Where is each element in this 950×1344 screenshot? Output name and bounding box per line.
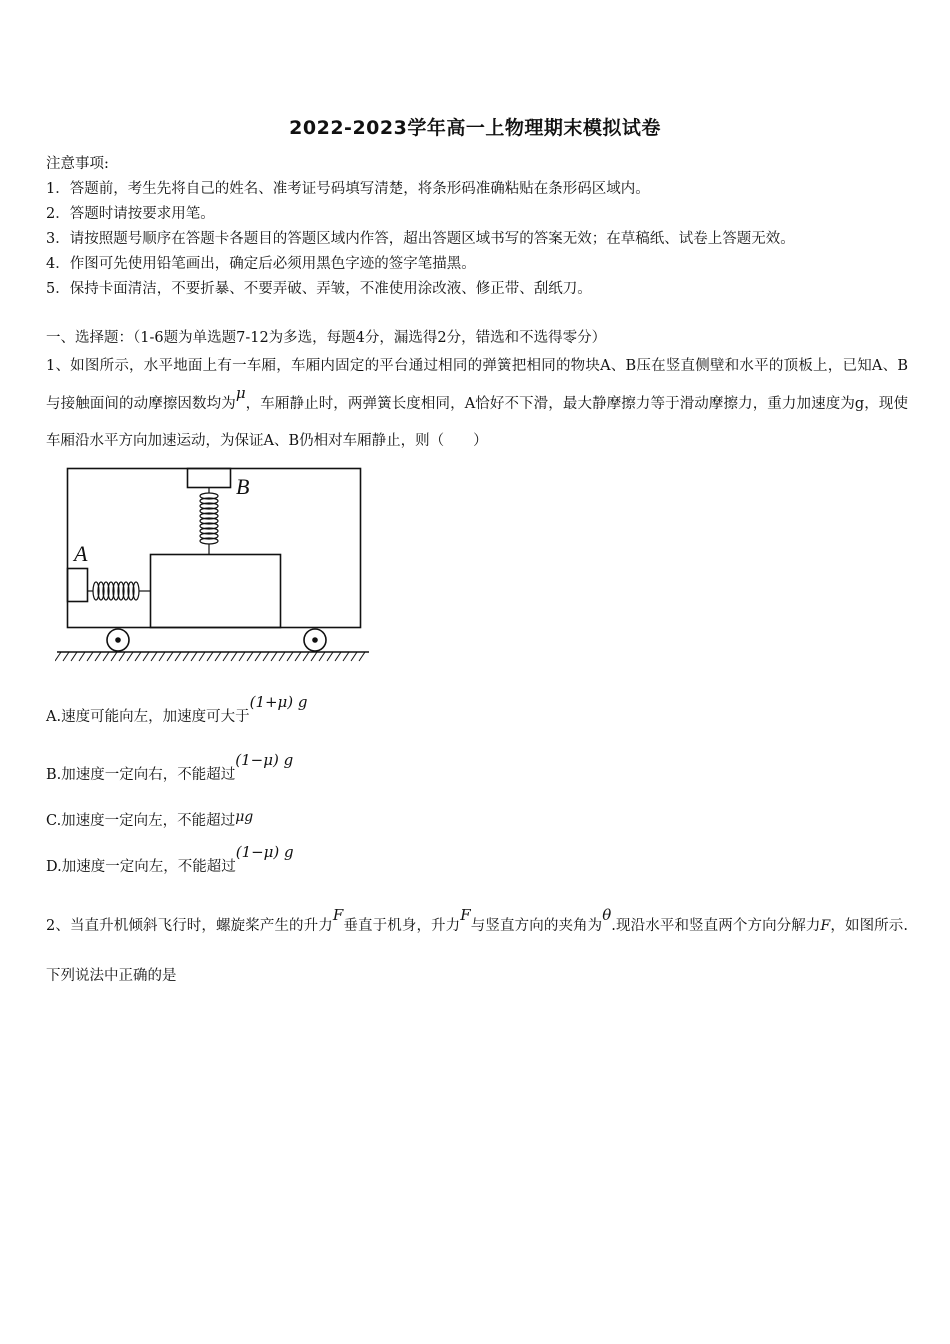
ground (55, 652, 369, 661)
block-a (68, 569, 88, 602)
option-d-math: (1−μ) g (235, 843, 294, 861)
theta-symbol: θ (602, 906, 612, 924)
notice-heading: 注意事项: (46, 156, 109, 172)
carriage-body (68, 469, 361, 628)
option-b[interactable] (46, 751, 294, 784)
option-a-math: (1+μ) g (249, 693, 308, 711)
question-2-text-part2: 垂直于机身，升力 (343, 918, 461, 934)
question-2-text-part5: ，如图所示.下列说法中正确的是 (46, 918, 909, 984)
notice-item-2: 2．答题时请按要求用笔。 (46, 206, 215, 222)
label-a: A (74, 541, 88, 566)
force-f-symbol-3: F (820, 918, 831, 934)
question-2-text-part4: .现沿水平和竖直两个方向分解力 (611, 918, 821, 934)
option-c-text: C.加速度一定向左，不能超过 (46, 813, 236, 829)
spring-horizontal (88, 582, 150, 600)
option-d-text: D.加速度一定向左，不能超过 (46, 859, 236, 875)
notice-item-1: 1．答题前，考生先将自己的姓名、准考证号码填写清楚，将条形码准确粘贴在条形码区域内。 (46, 181, 650, 197)
mu-symbol: μ (235, 384, 246, 402)
notice-item-5: 5．保持卡面清洁，不要折暴、不要弄破、弄皱，不准使用涂改液、修正带、刮纸刀。 (46, 281, 592, 297)
option-a-text: A.速度可能向左，加速度可大于 (46, 709, 250, 725)
carriage-figure (55, 460, 375, 670)
option-a[interactable] (46, 693, 308, 726)
notice-item-3: 3．请按照题号顺序在答题卡各题目的答题区域内作答，超出答题区域书写的答案无效；在草稿纸、试卷上答题无效。 (46, 231, 795, 247)
label-b: B (236, 474, 250, 499)
wheel-left (107, 629, 129, 651)
force-f-symbol-2: F (460, 906, 471, 924)
page-title: 2022-2023学年高一上物理期末模拟试卷 (289, 117, 661, 139)
option-c-math: μg (235, 809, 254, 825)
spring-vertical (200, 488, 218, 555)
question-2-text-part3: 与竖直方向的夹角为 (470, 918, 603, 934)
question-2-text-part1: 2、当直升机倾斜飞行时，螺旋桨产生的升力 (46, 918, 333, 934)
question-1-text-part1: 1、如图所示，水平地面上有一车厢，车厢内固定的平台通过相同的弹簧把相同的物块A、B压在竖直侧壁和水平的顶板上，已知A、B与接触面间的动摩擦因数均为 (46, 358, 908, 412)
question-1-text-part2: ，车厢静止时，两弹簧长度相同，A恰好不下滑，最大静摩擦力等于滑动摩擦力，重力加速度为g，现使车厢沿水平方向加速运动，为保证A、B仍相对车厢静止，则（ ） (46, 396, 909, 449)
question-1-stem (46, 348, 908, 460)
force-f-symbol-1: F (332, 906, 344, 924)
option-b-math: (1−μ) g (235, 751, 294, 769)
option-d[interactable] (46, 843, 294, 876)
section-heading: 一、选择题：（1-6题为单选题7-12为多选，每题4分，漏选得2分，错选和不选得零分） (46, 330, 607, 346)
notice-item-4: 4．作图可先使用铅笔画出，确定后必须用黑色字迹的签字笔描黑。 (46, 256, 476, 272)
option-c[interactable] (46, 809, 253, 830)
wheel-right (304, 629, 326, 651)
block-b (188, 469, 231, 488)
option-b-text: B.加速度一定向右，不能超过 (46, 767, 236, 783)
question-2-stem (46, 900, 908, 1001)
platform (151, 555, 281, 628)
